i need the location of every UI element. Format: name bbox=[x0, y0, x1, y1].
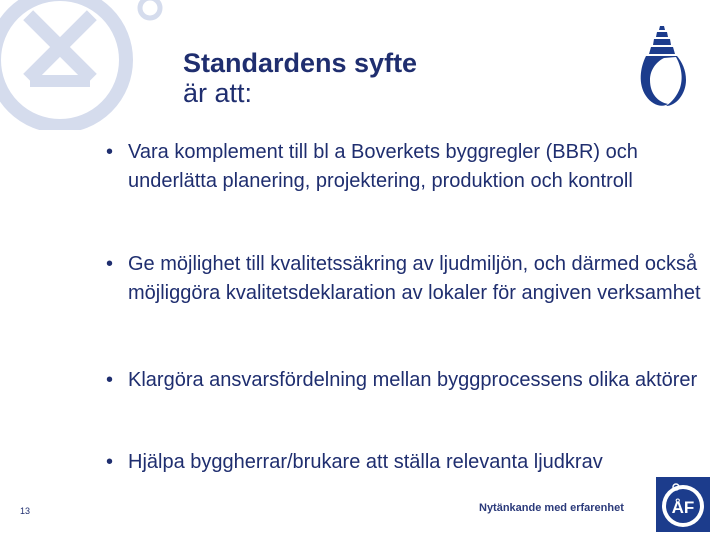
slide-title bbox=[183, 48, 417, 108]
bullet-item bbox=[106, 366, 697, 395]
title-line-2: är att: bbox=[183, 78, 253, 108]
bullet-marker: • bbox=[106, 369, 114, 391]
bullet-item bbox=[106, 138, 706, 196]
bullet-text: Ge möjlighet till kvalitetssäkring av ljudmiljön, och därmed också möjliggöra kvalitetsdeklaration av lokaler för angiven verksamhet bbox=[128, 253, 701, 304]
bullet-item bbox=[106, 448, 603, 477]
bullet-text: Vara komplement till bl a Boverkets byggregler (BBR) och underlätta planering, projektering, produktion och kontroll bbox=[128, 141, 638, 192]
bullet-text: Klargöra ansvarsfördelning mellan byggprocessens olika aktörer bbox=[128, 369, 698, 391]
bullet-marker: • bbox=[106, 253, 114, 275]
tagline: Nytänkande med erfarenhet bbox=[479, 502, 624, 514]
bullet-marker: • bbox=[106, 141, 114, 163]
bullet-text: Hjälpa byggherrar/brukare att ställa relevanta ljudkrav bbox=[128, 451, 603, 473]
bullet-marker: • bbox=[106, 451, 114, 473]
title-line-1: Standardens syfte bbox=[183, 48, 418, 78]
page-number: 13 bbox=[20, 506, 31, 516]
shell-logo-icon bbox=[636, 24, 688, 110]
af-watermark-logo-icon bbox=[0, 0, 200, 130]
logo-letters: ÅF bbox=[671, 498, 695, 517]
af-logo-icon bbox=[656, 477, 710, 532]
bullet-item bbox=[106, 250, 706, 308]
